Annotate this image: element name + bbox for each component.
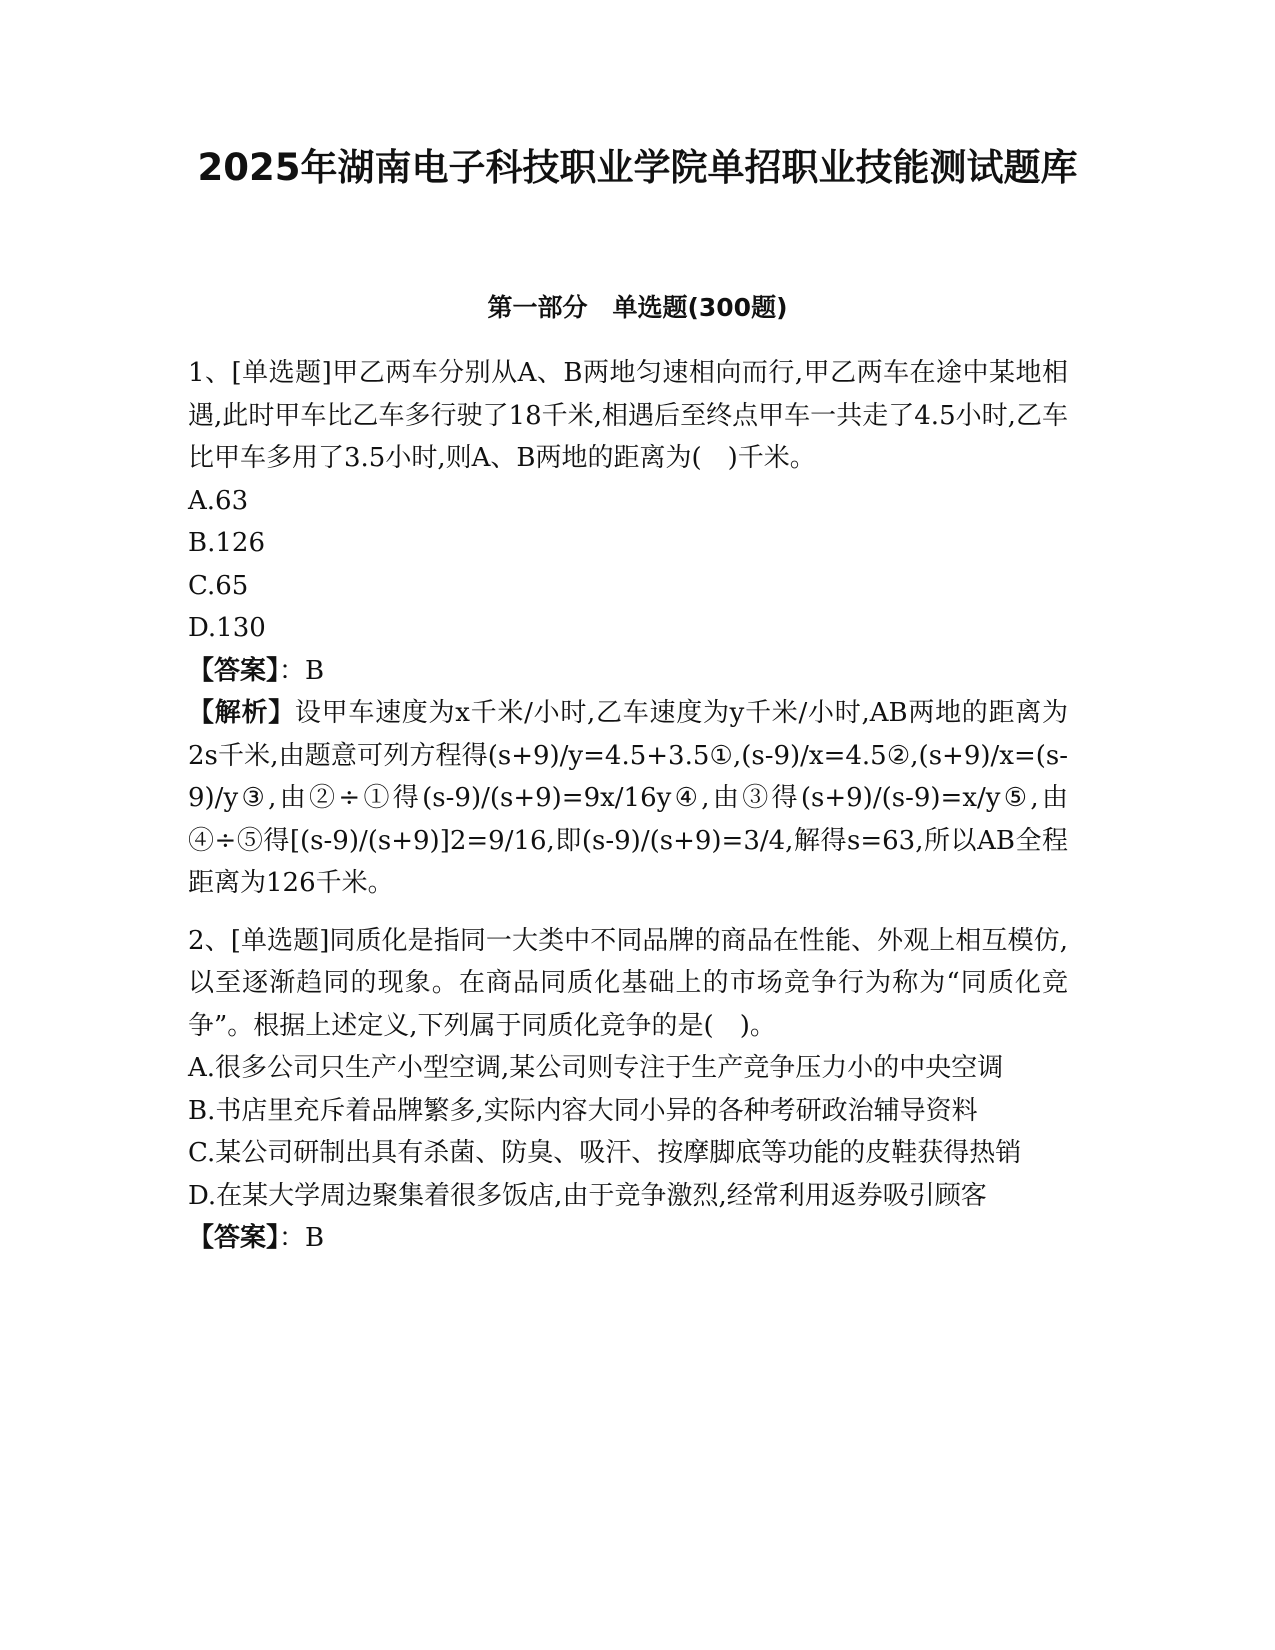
answer-label: 【答案】 (188, 1223, 280, 1253)
option-b: B.书店里充斥着品牌繁多,实际内容大同小异的各种考研政治辅导资料 (188, 1095, 978, 1126)
question-type-tag: [单选题] (230, 925, 330, 956)
option-c: C.某公司研制出具有杀菌、防臭、吸汗、按摩脚底等功能的皮鞋获得热销 (188, 1138, 1022, 1168)
question-1 (188, 352, 1068, 905)
option-list (188, 1047, 1068, 1217)
question-stem (188, 352, 1068, 480)
question-text: 甲乙两车分别从A、B两地匀速相向而行,甲乙两车在途中某地相遇,此时甲车比乙车多行驶了18千米,相遇后至终点甲车一共走了4.5小时,乙车比甲车多用了3.5小时,则A、B两地的距离为( )千米。 (188, 358, 1068, 473)
question-stem (188, 920, 1068, 1048)
option-c: C.65 (188, 570, 249, 601)
option-b: B.126 (188, 528, 265, 558)
question-text: 同质化是指同一大类中不同品牌的商品在性能、外观上相互模仿,以至逐渐趋同的现象。在商品同质化基础上的市场竞争行为称为“同质化竞争”。根据上述定义,下列属于同质化竞争的是( )。 (188, 925, 1069, 1041)
option-d: D.在某大学周边聚集着很多饭店,由于竞争激烈,经常利用返券吸引顾客 (188, 1180, 987, 1211)
option-a: A.63 (188, 485, 249, 516)
question-2 (188, 920, 1068, 1260)
answer-label: 【答案】 (188, 655, 280, 686)
analysis-line (188, 692, 1068, 905)
answer-line (188, 1217, 1068, 1260)
section-heading: 第一部分 单选题(300题) (487, 293, 788, 322)
option-list (188, 480, 1068, 650)
question-list (188, 352, 1068, 1260)
answer-value: ：B (279, 1223, 325, 1253)
analysis-label: 【解析】 (188, 698, 295, 728)
option-a: A.很多公司只生产小型空调,某公司则专注于生产竞争压力小的中央空调 (188, 1053, 1004, 1083)
document-title: 2025年湖南电子科技职业学院单招职业技能测试题库 (197, 146, 1078, 189)
answer-line (188, 650, 1068, 693)
answer-value: ：B (279, 655, 325, 686)
option-d: D.130 (188, 613, 266, 643)
question-type-tag: [单选题] (231, 358, 332, 388)
question-number: 1、 (188, 358, 232, 388)
question-number: 2、 (188, 925, 231, 956)
analysis-text: 设甲车速度为x千米/小时,乙车速度为y千米/小时,AB两地的距离为2s千米,由题意可列方程得(s+9)/y=4.5+3.5①,(s-9)/x=4.5②,(s+9)/x=(s-9)/y③,由②÷①得(s-9)/(s+9)=9x/16y④,由③得(s+9)/(s-9)=x/y⑤,由④÷⑤得[(s-9)/(s+9)]2=9/16,即(s-9)/(s+9)=3/4,解得s=63,所以AB全程距离为126千米。 (188, 698, 1068, 898)
